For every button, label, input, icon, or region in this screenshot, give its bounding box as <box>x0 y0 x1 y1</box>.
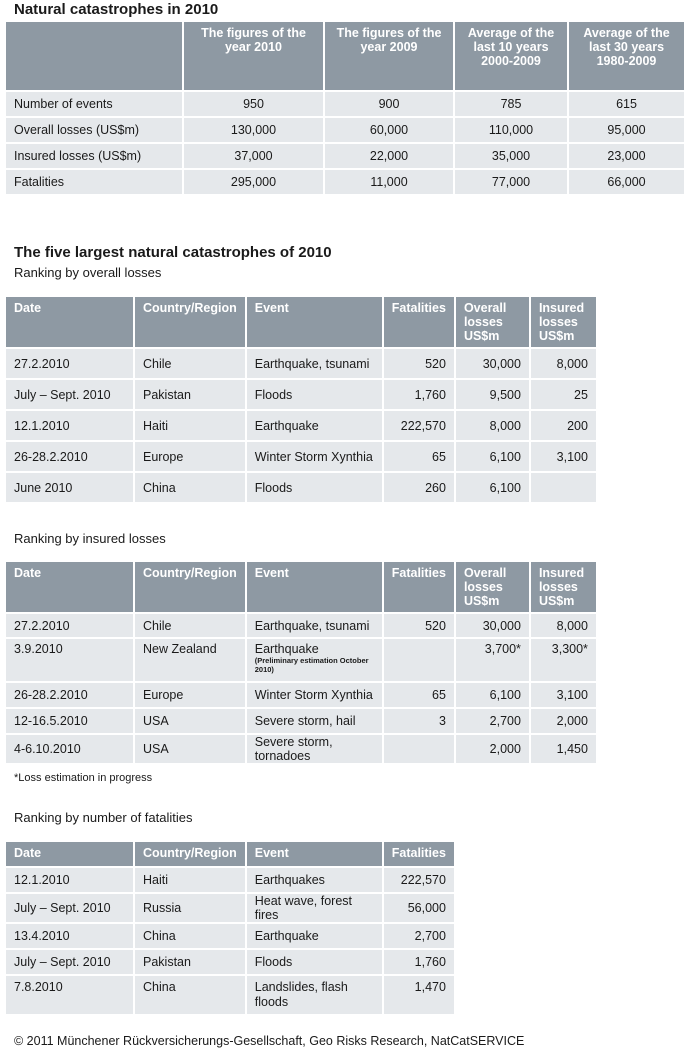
cell-event: Floods <box>247 380 382 409</box>
cell-date: 12.1.2010 <box>6 411 133 440</box>
insured-subtitle: Ranking by insured losses <box>14 531 166 546</box>
table-row <box>6 380 596 409</box>
header-country: Country/Region <box>135 562 245 612</box>
cell-insured: 8,000 <box>531 349 596 378</box>
cell-country: Chile <box>135 349 245 378</box>
table-row <box>6 639 596 681</box>
cell: 130,000 <box>184 118 323 142</box>
cell-date: July – Sept. 2010 <box>6 950 133 974</box>
insured-header-row <box>6 562 596 612</box>
cell-fatalities: 1,760 <box>384 380 454 409</box>
cell-date: 27.2.2010 <box>6 614 133 637</box>
cell-event: Earthquake, tsunami <box>247 349 382 378</box>
cell-fatalities <box>384 639 454 681</box>
header-event: Event <box>247 842 382 866</box>
header-overall-losses: Overall losses US$m <box>456 562 529 612</box>
cell: 60,000 <box>325 118 453 142</box>
cell-event: Landslides, flash floods <box>247 976 382 1014</box>
cell-insured: 3,100 <box>531 442 596 471</box>
summary-title: Natural catastrophes in 2010 <box>14 1 219 18</box>
cell: 615 <box>569 92 684 116</box>
table-row <box>6 924 454 948</box>
cell-fatalities <box>384 735 454 763</box>
row-label: Number of events <box>6 92 182 116</box>
header-fatalities: Fatalities <box>384 562 454 612</box>
cell-overall: 30,000 <box>456 349 529 378</box>
cell-date: June 2010 <box>6 473 133 502</box>
table-row <box>6 868 454 892</box>
cell-event: Winter Storm Xynthia <box>247 683 382 707</box>
cell-event: Winter Storm Xynthia <box>247 442 382 471</box>
table-row <box>6 442 596 471</box>
cell-country: New Zealand <box>135 639 245 681</box>
summary-header-2009: The figures of the year 2009 <box>325 22 453 90</box>
cell-country: Europe <box>135 442 245 471</box>
cell-event <box>247 639 382 681</box>
cell-fatalities: 260 <box>384 473 454 502</box>
table-row <box>6 950 454 974</box>
cell-date: 13.4.2010 <box>6 924 133 948</box>
cell: 77,000 <box>455 170 567 194</box>
cell-fatalities: 1,470 <box>384 976 454 1014</box>
cell-date: 26-28.2.2010 <box>6 442 133 471</box>
cell-date: July – Sept. 2010 <box>6 894 133 922</box>
copyright-notice: © 2011 Münchener Rückversicherungs-Gesellschaft, Geo Risks Research, NatCatSERVICE <box>14 1034 525 1048</box>
cell-overall: 6,100 <box>456 442 529 471</box>
cell-fatalities: 56,000 <box>384 894 454 922</box>
cell-country: Haiti <box>135 868 245 892</box>
cell-country: Europe <box>135 683 245 707</box>
cell-country: China <box>135 924 245 948</box>
header-date: Date <box>6 842 133 866</box>
cell-country: China <box>135 976 245 1014</box>
cell-overall: 2,700 <box>456 709 529 733</box>
cell-overall: 30,000 <box>456 614 529 637</box>
cell-insured: 3,100 <box>531 683 596 707</box>
fatalities-table <box>4 840 456 1016</box>
cell: 110,000 <box>455 118 567 142</box>
cell-country: Chile <box>135 614 245 637</box>
cell: 95,000 <box>569 118 684 142</box>
cell-date: 27.2.2010 <box>6 349 133 378</box>
cell-insured: 1,450 <box>531 735 596 763</box>
cell-date: July – Sept. 2010 <box>6 380 133 409</box>
cell-overall: 8,000 <box>456 411 529 440</box>
cell-overall: 9,500 <box>456 380 529 409</box>
cell-event: Severe storm, tornadoes <box>247 735 382 763</box>
cell-country: Pakistan <box>135 380 245 409</box>
cell-fatalities: 3 <box>384 709 454 733</box>
cell-insured <box>531 473 596 502</box>
cell-country: China <box>135 473 245 502</box>
table-row <box>6 894 454 922</box>
header-fatalities: Fatalities <box>384 297 454 347</box>
table-row <box>6 473 596 502</box>
header-fatalities: Fatalities <box>384 842 454 866</box>
cell-date: 12-16.5.2010 <box>6 709 133 733</box>
table-row <box>6 709 596 733</box>
header-overall-losses: Overall losses US$m <box>456 297 529 347</box>
summary-header-avg10: Average of the last 10 years 2000-2009 <box>455 22 567 90</box>
summary-header-avg30: Average of the last 30 years 1980-2009 <box>569 22 684 90</box>
summary-table <box>4 20 686 196</box>
header-insured-losses: Insured losses US$m <box>531 297 596 347</box>
table-row <box>6 349 596 378</box>
cell-insured: 200 <box>531 411 596 440</box>
cell-overall: 2,000 <box>456 735 529 763</box>
header-country: Country/Region <box>135 842 245 866</box>
cell-date: 26-28.2.2010 <box>6 683 133 707</box>
table-row <box>6 144 684 168</box>
table-row <box>6 118 684 142</box>
cell-insured: 8,000 <box>531 614 596 637</box>
cell-fatalities: 65 <box>384 683 454 707</box>
cell: 11,000 <box>325 170 453 194</box>
cell-date: 4-6.10.2010 <box>6 735 133 763</box>
cell-event: Severe storm, hail <box>247 709 382 733</box>
cell-country: Russia <box>135 894 245 922</box>
largest-title: The five largest natural catastrophes of 2010 <box>14 244 332 261</box>
cell-country: USA <box>135 709 245 733</box>
cell: 22,000 <box>325 144 453 168</box>
cell-date: 7.8.2010 <box>6 976 133 1014</box>
cell-overall: 3,700* <box>456 639 529 681</box>
cell-insured: 3,300* <box>531 639 596 681</box>
cell-fatalities: 1,760 <box>384 950 454 974</box>
table-row <box>6 614 596 637</box>
header-event: Event <box>247 297 382 347</box>
summary-header-row <box>6 22 684 90</box>
cell-fatalities: 222,570 <box>384 411 454 440</box>
cell-insured: 25 <box>531 380 596 409</box>
cell: 295,000 <box>184 170 323 194</box>
cell: 35,000 <box>455 144 567 168</box>
cell-country: USA <box>135 735 245 763</box>
cell-fatalities: 65 <box>384 442 454 471</box>
cell-overall: 6,100 <box>456 683 529 707</box>
event-name: Earthquake <box>254 642 319 656</box>
cell-fatalities: 520 <box>384 349 454 378</box>
header-event: Event <box>247 562 382 612</box>
table-row <box>6 92 684 116</box>
cell-event: Earthquake <box>247 411 382 440</box>
overall-losses-table <box>4 295 598 504</box>
preliminary-note: (Preliminary estimation October 2010) <box>254 656 369 674</box>
cell: 66,000 <box>569 170 684 194</box>
cell-event: Floods <box>247 473 382 502</box>
cell: 23,000 <box>569 144 684 168</box>
cell-date: 3.9.2010 <box>6 639 133 681</box>
cell-country: Pakistan <box>135 950 245 974</box>
header-insured-losses: Insured losses US$m <box>531 562 596 612</box>
row-label: Insured losses (US$m) <box>6 144 182 168</box>
cell-event: Floods <box>247 950 382 974</box>
header-date: Date <box>6 562 133 612</box>
cell: 785 <box>455 92 567 116</box>
header-date: Date <box>6 297 133 347</box>
table-row <box>6 683 596 707</box>
header-country: Country/Region <box>135 297 245 347</box>
insured-losses-table <box>4 560 598 765</box>
cell-insured: 2,000 <box>531 709 596 733</box>
table-row <box>6 976 454 1014</box>
cell-date: 12.1.2010 <box>6 868 133 892</box>
overall-header-row <box>6 297 596 347</box>
table-row <box>6 170 684 194</box>
cell-fatalities: 520 <box>384 614 454 637</box>
table-row <box>6 411 596 440</box>
cell: 37,000 <box>184 144 323 168</box>
summary-header-label <box>6 22 182 90</box>
cell-fatalities: 2,700 <box>384 924 454 948</box>
row-label: Overall losses (US$m) <box>6 118 182 142</box>
cell-country: Haiti <box>135 411 245 440</box>
fatalities-subtitle: Ranking by number of fatalities <box>14 810 193 825</box>
cell-event: Earthquakes <box>247 868 382 892</box>
cell: 950 <box>184 92 323 116</box>
cell-overall: 6,100 <box>456 473 529 502</box>
cell-event: Heat wave, forest fires <box>247 894 382 922</box>
table-row <box>6 735 596 763</box>
cell-event: Earthquake, tsunami <box>247 614 382 637</box>
summary-header-2010: The figures of the year 2010 <box>184 22 323 90</box>
cell-event: Earthquake <box>247 924 382 948</box>
cell: 900 <box>325 92 453 116</box>
cell-fatalities: 222,570 <box>384 868 454 892</box>
row-label: Fatalities <box>6 170 182 194</box>
loss-estimation-footnote: *Loss estimation in progress <box>14 772 153 784</box>
overall-subtitle: Ranking by overall losses <box>14 265 162 280</box>
fatalities-header-row <box>6 842 454 866</box>
